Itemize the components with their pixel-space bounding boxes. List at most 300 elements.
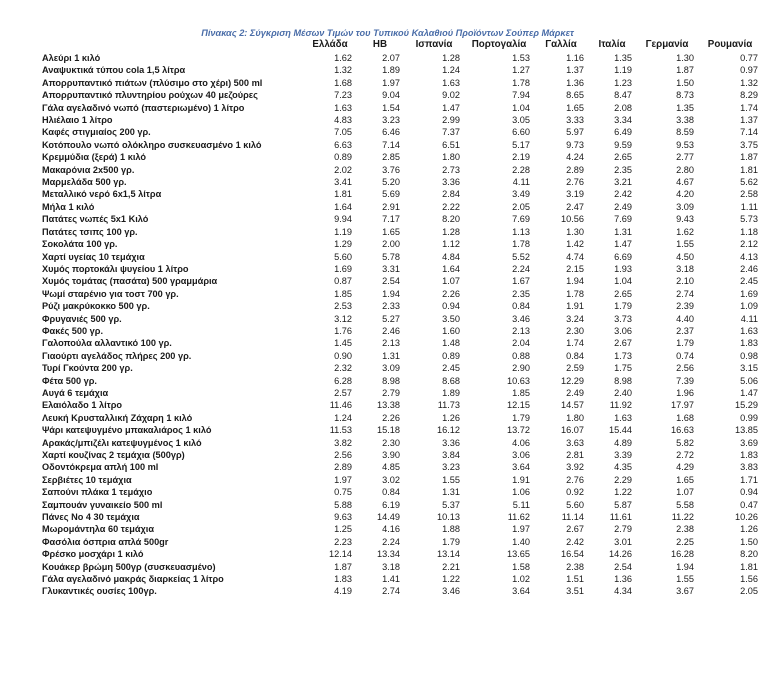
price-cell-spain: 6.51 — [442, 139, 460, 150]
product-name-cell: Σοκολάτα 100 γρ. — [42, 239, 118, 250]
price-cell-portugal: 3.06 — [512, 450, 530, 460]
price-cell-spain: 1.88 — [442, 524, 460, 535]
price-cell-spain: 10.13 — [437, 512, 460, 523]
column-header-germany: Γερμανία — [645, 39, 689, 51]
price-cell-germany: 1.55 — [676, 239, 694, 250]
price-cell-hb: 3.76 — [382, 164, 400, 175]
product-name-cell: Χαρτί κουζίνας 2 τεμάχια (500γρ) — [42, 450, 185, 460]
price-cell-hb: 1.89 — [382, 65, 400, 76]
price-cell-spain: 2.84 — [442, 189, 460, 200]
price-cell-greece: 1.29 — [334, 239, 352, 250]
price-cell-spain: 2.73 — [442, 164, 460, 175]
price-cell-romania: 8.20 — [740, 549, 758, 560]
price-cell-france: 0.92 — [566, 487, 584, 498]
table-row — [42, 77, 762, 89]
price-cell-romania: 5.06 — [740, 375, 758, 386]
price-cell-portugal: 2.04 — [512, 338, 530, 349]
price-cell-portugal: 2.28 — [512, 164, 530, 175]
table-row — [42, 176, 762, 188]
product-name-cell: Φρυγανιές 500 γρ. — [42, 313, 122, 324]
price-cell-hb: 3.23 — [382, 115, 400, 126]
product-name-cell: Αναψυκτικά τύπου cola 1,5 λίτρα — [42, 65, 186, 76]
price-cell-greece: 2.56 — [334, 450, 352, 460]
table-row — [42, 139, 762, 151]
price-cell-romania: 1.87 — [740, 152, 758, 163]
price-cell-greece: 1.97 — [334, 474, 352, 485]
price-cell-germany: 2.25 — [676, 536, 694, 547]
price-comparison-table — [42, 39, 762, 598]
price-cell-italy: 7.69 — [614, 214, 632, 225]
price-cell-italy: 2.35 — [614, 164, 632, 175]
price-cell-germany: 1.30 — [676, 53, 694, 63]
price-cell-romania: 1.56 — [740, 574, 758, 585]
price-cell-romania: 1.18 — [740, 226, 758, 237]
price-cell-romania: 1.81 — [740, 164, 758, 175]
price-cell-spain: 1.55 — [442, 474, 460, 485]
price-cell-hb: 2.91 — [382, 201, 400, 212]
price-cell-spain: 0.89 — [442, 350, 460, 361]
price-cell-portugal: 0.88 — [512, 350, 530, 361]
price-cell-italy: 1.22 — [614, 487, 632, 498]
price-cell-italy: 2.08 — [614, 102, 632, 113]
price-cell-france: 16.07 — [561, 425, 584, 436]
product-name-cell: Μακαρόνια 2x500 γρ. — [42, 164, 135, 175]
price-cell-germany: 16.63 — [671, 425, 694, 436]
price-cell-hb: 1.97 — [382, 77, 400, 88]
price-cell-italy: 1.63 — [614, 412, 632, 423]
price-cell-france: 3.92 — [566, 462, 584, 473]
price-cell-spain: 7.37 — [442, 127, 460, 138]
price-cell-germany: 3.18 — [676, 263, 694, 274]
price-cell-france: 2.59 — [566, 363, 584, 374]
price-cell-italy: 4.89 — [614, 437, 632, 448]
price-cell-greece: 1.69 — [334, 263, 352, 274]
price-cell-portugal: 5.17 — [512, 139, 530, 150]
price-cell-romania: 1.50 — [740, 536, 758, 547]
price-cell-greece: 3.12 — [334, 313, 352, 324]
price-cell-greece: 0.90 — [334, 350, 352, 361]
price-cell-romania: 3.75 — [740, 139, 758, 150]
price-cell-france: 1.65 — [566, 102, 584, 113]
price-cell-germany: 1.62 — [676, 226, 694, 237]
price-cell-greece: 9.94 — [334, 214, 352, 225]
price-cell-greece: 6.63 — [334, 139, 352, 150]
price-cell-portugal: 0.84 — [512, 301, 530, 312]
table-row — [42, 102, 762, 114]
price-cell-romania: 0.77 — [740, 53, 758, 63]
price-cell-italy: 8.47 — [614, 90, 632, 101]
table-row — [42, 375, 762, 387]
price-cell-hb: 9.04 — [382, 90, 400, 101]
product-name-cell: Χυμός τομάτας (πασάτα) 500 γραμμάρια — [42, 276, 218, 287]
price-cell-spain: 3.36 — [442, 177, 460, 188]
table-row — [42, 275, 762, 287]
table-header-row — [42, 39, 762, 52]
product-name-cell: Χυμός πορτοκάλι ψυγείου 1 λίτρο — [42, 263, 189, 274]
price-cell-portugal: 2.90 — [512, 363, 530, 374]
price-cell-spain: 1.64 — [442, 263, 460, 274]
price-cell-germany: 2.38 — [676, 524, 694, 535]
price-cell-spain: 1.28 — [442, 226, 460, 237]
price-cell-greece: 1.81 — [334, 189, 352, 200]
price-cell-portugal: 3.49 — [512, 189, 530, 200]
table-row — [42, 561, 762, 573]
price-cell-greece: 7.05 — [334, 127, 352, 138]
product-name-cell: Γλυκαντικές ουσίες 100γρ. — [42, 586, 157, 597]
price-cell-spain: 2.22 — [442, 201, 460, 212]
price-cell-portugal: 2.13 — [512, 325, 530, 336]
price-cell-italy: 2.65 — [614, 152, 632, 163]
price-cell-italy: 1.79 — [614, 301, 632, 312]
price-cell-portugal: 13.72 — [507, 425, 530, 436]
price-cell-germany: 9.43 — [676, 214, 694, 225]
price-cell-germany: 5.58 — [676, 499, 694, 510]
price-cell-hb: 2.00 — [382, 239, 400, 250]
price-cell-romania: 1.81 — [740, 561, 758, 572]
price-cell-portugal: 1.27 — [512, 65, 530, 76]
price-cell-romania: 13.85 — [735, 425, 758, 436]
price-cell-germany: 8.73 — [676, 90, 694, 101]
price-cell-hb: 3.09 — [382, 363, 400, 374]
column-header-hb: HB — [372, 39, 388, 51]
price-cell-romania: 0.98 — [740, 350, 758, 361]
table-row — [42, 164, 762, 176]
price-cell-portugal: 3.64 — [512, 586, 530, 597]
product-name-cell: Γάλα αγελαδινό μακράς διαρκείας 1 λίτρο — [42, 574, 224, 585]
price-cell-italy: 1.47 — [614, 239, 632, 250]
price-cell-romania: 0.94 — [740, 487, 758, 498]
price-cell-romania: 1.37 — [740, 115, 758, 126]
price-cell-portugal: 12.15 — [507, 400, 530, 411]
price-cell-romania: 0.99 — [740, 412, 758, 423]
price-cell-germany: 1.87 — [676, 65, 694, 76]
table-row — [42, 350, 762, 362]
price-cell-germany: 2.39 — [676, 301, 694, 312]
price-cell-greece: 3.41 — [334, 177, 352, 188]
price-cell-germany: 0.74 — [676, 350, 694, 361]
price-cell-germany: 1.94 — [676, 561, 694, 572]
price-cell-greece: 1.64 — [334, 201, 352, 212]
price-cell-spain: 13.14 — [437, 549, 460, 560]
price-cell-italy: 1.23 — [614, 77, 632, 88]
product-name-cell: Φρέσκο μοσχάρι 1 κιλό — [42, 549, 144, 560]
column-header-product — [42, 39, 304, 52]
price-cell-germany: 7.39 — [676, 375, 694, 386]
price-cell-spain: 2.45 — [442, 363, 460, 374]
price-cell-romania: 2.45 — [740, 276, 758, 287]
price-cell-italy: 1.73 — [614, 350, 632, 361]
product-name-cell: Λευκή Κρυσταλλική Ζάχαρη 1 κιλό — [42, 412, 193, 423]
price-cell-hb: 7.17 — [382, 214, 400, 225]
price-cell-italy: 1.19 — [614, 65, 632, 76]
price-cell-germany: 1.35 — [676, 102, 694, 113]
product-name-cell: Μωρομάντηλα 60 τεμάχια — [42, 524, 154, 535]
price-cell-hb: 6.46 — [382, 127, 400, 138]
price-cell-germany: 16.28 — [671, 549, 694, 560]
price-cell-greece: 2.53 — [334, 301, 352, 312]
price-cell-portugal: 1.78 — [512, 77, 530, 88]
table-row — [42, 573, 762, 585]
price-cell-portugal: 3.64 — [512, 462, 530, 473]
price-cell-germany: 2.77 — [676, 152, 694, 163]
product-name-cell: Ηλιέλαιο 1 λίτρο — [42, 115, 113, 126]
price-cell-italy: 1.04 — [614, 276, 632, 287]
table-row — [42, 585, 762, 597]
price-cell-romania: 2.46 — [740, 263, 758, 274]
price-cell-portugal: 6.60 — [512, 127, 530, 138]
price-cell-romania: 1.26 — [740, 524, 758, 535]
price-cell-hb: 2.54 — [382, 276, 400, 287]
price-cell-romania: 1.71 — [740, 474, 758, 485]
product-name-cell: Πάνες Νο 4 30 τεμάχια — [42, 512, 140, 523]
price-cell-greece: 1.63 — [334, 102, 352, 113]
price-cell-italy: 2.49 — [614, 201, 632, 212]
price-cell-hb: 1.41 — [382, 574, 400, 585]
price-cell-greece: 12.14 — [329, 549, 352, 560]
table-row — [42, 536, 762, 548]
price-cell-italy: 3.21 — [614, 177, 632, 188]
product-name-cell: Κοτόπουλο νωπό ολόκληρο συσκευασμένο 1 κιλό — [42, 139, 262, 150]
price-cell-hb: 1.54 — [382, 102, 400, 113]
price-cell-portugal: 7.94 — [512, 90, 530, 101]
price-cell-france: 16.54 — [561, 549, 584, 560]
price-cell-spain: 1.79 — [442, 536, 460, 547]
price-cell-italy: 5.87 — [614, 499, 632, 510]
table-row — [42, 486, 762, 498]
price-cell-romania: 1.47 — [740, 387, 758, 398]
price-cell-hb: 13.38 — [377, 400, 400, 411]
table-row — [42, 511, 762, 523]
price-cell-romania: 1.11 — [740, 201, 758, 212]
table-row — [42, 399, 762, 411]
price-cell-hb: 2.79 — [382, 387, 400, 398]
price-cell-france: 1.37 — [566, 65, 584, 76]
product-name-cell: Φέτα 500 γρ. — [42, 375, 97, 386]
price-cell-france: 3.63 — [566, 437, 584, 448]
product-name-cell: Γάλα αγελαδινό νωπό (παστεριωμένο) 1 λίτρο — [42, 102, 245, 113]
price-cell-greece: 1.83 — [334, 574, 352, 585]
price-cell-romania: 4.11 — [740, 313, 758, 324]
price-cell-germany: 4.50 — [676, 251, 694, 262]
price-cell-portugal: 2.19 — [512, 152, 530, 163]
product-name-cell: Σαμπουάν γυναικείο 500 ml — [42, 499, 163, 510]
price-cell-romania: 15.29 — [735, 400, 758, 411]
product-name-cell: Φακές 500 γρ. — [42, 325, 104, 336]
price-cell-romania: 3.15 — [740, 363, 758, 374]
price-cell-hb: 2.24 — [382, 536, 400, 547]
price-cell-france: 1.94 — [566, 276, 584, 287]
price-cell-spain: 11.73 — [437, 400, 460, 411]
product-name-cell: Φασόλια όσπρια απλά 500gr — [42, 536, 169, 547]
price-cell-spain: 1.60 — [442, 325, 460, 336]
price-cell-portugal: 5.52 — [512, 251, 530, 262]
price-cell-portugal: 1.91 — [512, 474, 530, 485]
table-row — [42, 126, 762, 138]
table-caption: Πίνακας 2: Σύγκριση Μέσων Τιμών του Τυπικού Καλαθιού Προϊόντων Σούπερ Μάρκετ — [201, 28, 574, 38]
price-cell-portugal: 2.35 — [512, 288, 530, 299]
price-cell-greece: 0.89 — [334, 152, 352, 163]
price-cell-germany: 1.07 — [676, 487, 694, 498]
price-cell-romania: 0.97 — [740, 65, 758, 76]
price-cell-spain: 1.48 — [442, 338, 460, 349]
table-row — [42, 263, 762, 275]
price-cell-greece: 11.46 — [329, 400, 352, 411]
price-cell-italy: 2.54 — [614, 561, 632, 572]
price-cell-italy: 6.69 — [614, 251, 632, 262]
product-name-cell: Γαλοπούλα αλλαντικό 100 γρ. — [42, 338, 172, 349]
price-cell-france: 0.84 — [566, 350, 584, 361]
price-cell-spain: 2.26 — [442, 288, 460, 299]
price-cell-portugal: 1.04 — [512, 102, 530, 113]
price-cell-portugal: 4.06 — [512, 437, 530, 448]
price-cell-italy: 11.92 — [609, 400, 632, 411]
price-cell-france: 8.65 — [566, 90, 584, 101]
price-cell-germany: 1.79 — [676, 338, 694, 349]
table-row — [42, 89, 762, 101]
table-row — [42, 238, 762, 250]
price-cell-germany: 2.10 — [676, 276, 694, 287]
price-cell-italy: 11.61 — [609, 512, 632, 523]
price-cell-spain: 9.02 — [442, 90, 460, 101]
table-row — [42, 226, 762, 238]
column-header-portugal: Πορτογαλία — [471, 39, 527, 51]
table-row — [42, 213, 762, 225]
price-cell-spain: 3.46 — [442, 586, 460, 597]
price-cell-greece: 1.19 — [334, 226, 352, 237]
table-row — [42, 449, 762, 461]
price-cell-portugal: 1.79 — [512, 412, 530, 423]
price-cell-portugal: 1.97 — [512, 524, 530, 535]
price-cell-spain: 1.26 — [442, 412, 460, 423]
price-cell-spain: 0.94 — [442, 301, 460, 312]
product-name-cell: Ψωμί σταρένιο για τοστ 700 γρ. — [42, 288, 179, 299]
price-cell-france: 1.74 — [566, 338, 584, 349]
price-cell-greece: 4.83 — [334, 115, 352, 126]
table-row — [42, 461, 762, 473]
price-cell-italy: 1.36 — [614, 574, 632, 585]
table-row — [42, 437, 762, 449]
price-cell-portugal: 7.69 — [512, 214, 530, 225]
table-row — [42, 362, 762, 374]
price-cell-france: 2.30 — [566, 325, 584, 336]
table-row — [42, 325, 762, 337]
price-cell-spain: 8.68 — [442, 375, 460, 386]
price-cell-germany: 1.65 — [676, 474, 694, 485]
product-name-cell: Μήλα 1 κιλό — [42, 201, 95, 212]
price-cell-romania: 3.83 — [740, 462, 758, 473]
price-cell-romania: 5.73 — [740, 214, 758, 225]
price-cell-greece: 2.32 — [334, 363, 352, 374]
table-row — [42, 387, 762, 399]
price-cell-france: 14.57 — [561, 400, 584, 411]
product-name-cell: Πατάτες νωπές 5x1 Κιλό — [42, 214, 149, 225]
price-cell-portugal: 1.58 — [512, 561, 530, 572]
price-cell-france: 2.49 — [566, 387, 584, 398]
price-cell-germany: 1.68 — [676, 412, 694, 423]
price-cell-germany: 2.74 — [676, 288, 694, 299]
price-cell-greece: 7.23 — [334, 90, 352, 101]
price-cell-romania: 2.58 — [740, 189, 758, 200]
table-row — [42, 64, 762, 76]
price-cell-hb: 0.84 — [382, 487, 400, 498]
table-row — [42, 52, 762, 64]
price-cell-greece: 0.87 — [334, 276, 352, 287]
price-cell-greece: 1.68 — [334, 77, 352, 88]
table-body — [42, 52, 762, 598]
price-cell-spain: 2.21 — [442, 561, 460, 572]
price-cell-germany: 1.50 — [676, 77, 694, 88]
price-cell-italy: 1.93 — [614, 263, 632, 274]
price-cell-portugal: 1.85 — [512, 387, 530, 398]
price-cell-spain: 3.50 — [442, 313, 460, 324]
price-cell-germany: 9.53 — [676, 139, 694, 150]
price-cell-hb: 3.90 — [382, 450, 400, 460]
price-cell-italy: 1.35 — [614, 53, 632, 63]
price-cell-portugal: 10.63 — [507, 375, 530, 386]
price-cell-romania: 1.32 — [740, 77, 758, 88]
product-name-cell: Κρεμμύδια (ξερά) 1 κιλό — [42, 152, 146, 163]
price-cell-hb: 2.26 — [382, 412, 400, 423]
price-cell-germany: 2.56 — [676, 363, 694, 374]
price-cell-hb: 1.31 — [382, 350, 400, 361]
price-cell-hb: 3.18 — [382, 561, 400, 572]
price-cell-germany: 5.82 — [676, 437, 694, 448]
price-cell-germany: 1.55 — [676, 574, 694, 585]
price-cell-hb: 1.65 — [382, 226, 400, 237]
price-cell-france: 3.51 — [566, 586, 584, 597]
column-header-italy: Ιταλία — [598, 39, 626, 51]
price-cell-hb: 2.74 — [382, 586, 400, 597]
table-row — [42, 474, 762, 486]
table-row — [42, 523, 762, 535]
price-cell-hb: 5.20 — [382, 177, 400, 188]
price-cell-hb: 5.27 — [382, 313, 400, 324]
price-cell-france: 1.16 — [566, 53, 584, 63]
price-cell-italy: 2.67 — [614, 338, 632, 349]
price-cell-romania: 4.13 — [740, 251, 758, 262]
price-cell-spain: 5.37 — [442, 499, 460, 510]
price-cell-portugal: 4.11 — [512, 177, 530, 188]
price-cell-italy: 14.26 — [609, 549, 632, 560]
price-cell-france: 2.15 — [566, 263, 584, 274]
price-cell-germany: 4.29 — [676, 462, 694, 473]
column-header-spain: Ισπανία — [415, 39, 453, 51]
table-row — [42, 188, 762, 200]
price-cell-spain: 1.12 — [442, 239, 460, 250]
price-cell-france: 1.51 — [566, 574, 584, 585]
product-name-cell: Καφές στιγμιαίος 200 γρ. — [42, 127, 151, 138]
price-cell-italy: 1.75 — [614, 363, 632, 374]
product-name-cell: Ελαιόλαδο 1 λίτρο — [42, 400, 123, 411]
price-cell-france: 2.89 — [566, 164, 584, 175]
price-cell-spain: 1.63 — [442, 77, 460, 88]
product-name-cell: Ψάρι κατεψυγμένο μπακαλιάρος 1 κιλό — [42, 425, 212, 436]
product-name-cell: Μεταλλικό νερό 6x1,5 λίτρα — [42, 189, 162, 200]
price-cell-romania: 2.05 — [740, 586, 758, 597]
price-cell-hb: 3.02 — [382, 474, 400, 485]
price-cell-hb: 2.33 — [382, 301, 400, 312]
product-name-cell: Γιαούρτι αγελάδος πλήρες 200 γρ. — [42, 350, 192, 361]
price-cell-italy: 3.06 — [614, 325, 632, 336]
price-cell-portugal: 11.62 — [507, 512, 530, 523]
price-cell-hb: 7.14 — [382, 139, 400, 150]
price-cell-france: 1.42 — [566, 239, 584, 250]
price-cell-france: 5.97 — [566, 127, 584, 138]
column-header-france: Γαλλία — [545, 39, 577, 51]
price-cell-portugal: 13.65 — [507, 549, 530, 560]
price-cell-spain: 16.12 — [437, 425, 460, 436]
product-name-cell: Οδοντόκρεμα απλή 100 ml — [42, 462, 159, 473]
